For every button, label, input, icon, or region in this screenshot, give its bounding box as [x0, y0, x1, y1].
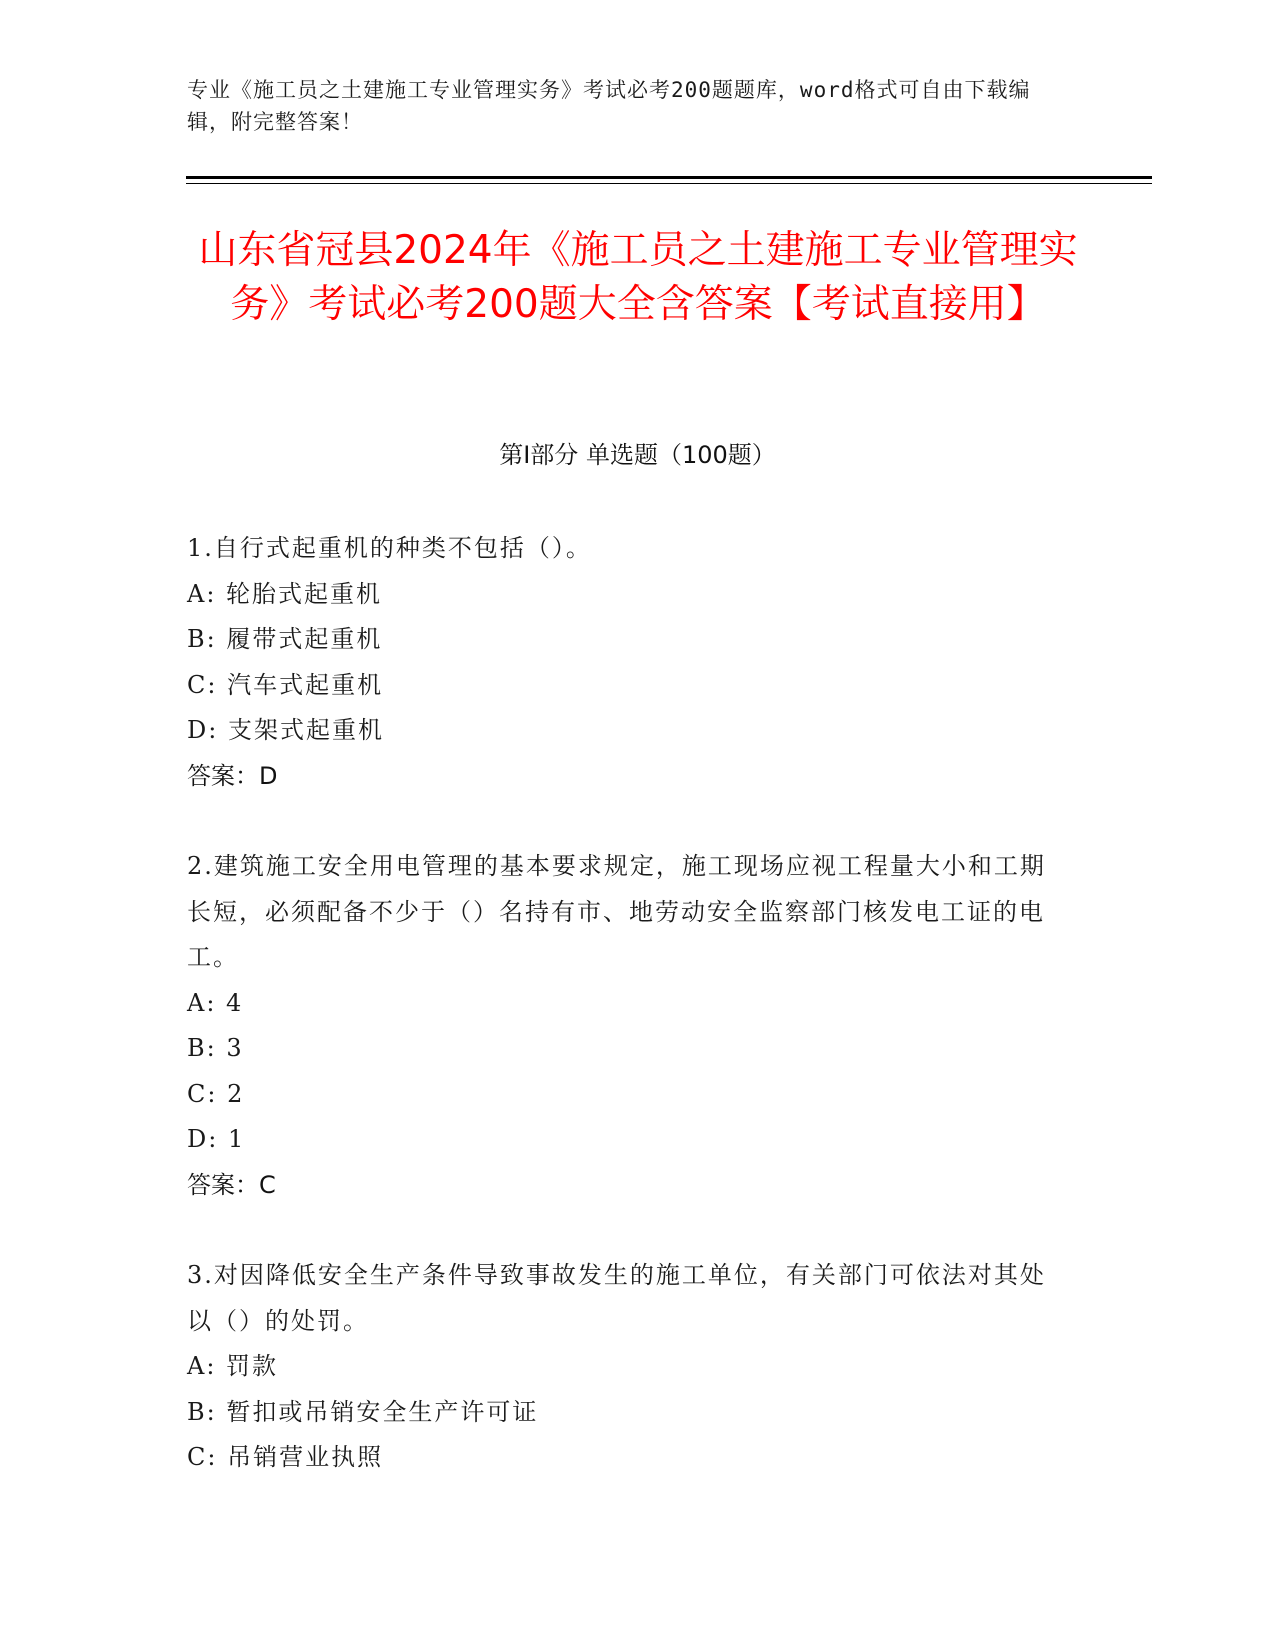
option-a: A: 轮胎式起重机 — [187, 579, 383, 608]
option-d: D: 支架式起重机 — [187, 716, 384, 744]
option-c: C: 汽车式起重机 — [187, 670, 384, 699]
question-stem: 1.自行式起重机的种类不包括（）。 — [187, 534, 592, 562]
option-c: C: 2 — [187, 1079, 245, 1108]
option-d: D: 1 — [187, 1125, 246, 1153]
option-b: B: 3 — [187, 1034, 244, 1062]
question-3 — [187, 1253, 1067, 1481]
question-2 — [187, 844, 1067, 1208]
question-stem: 2.建筑施工安全用电管理的基本要求规定，施工现场应视工程量大小和工期长短，必须配备不少于（）名持有市、地劳动安全监察部门核发电工证的电工。 — [187, 852, 1046, 971]
option-c: C: 吊销营业执照 — [187, 1443, 384, 1471]
option-b: B: 暂扣或吊销安全生产许可证 — [187, 1397, 539, 1426]
answer: 答案：D — [187, 761, 278, 790]
option-a: A: 4 — [187, 988, 244, 1017]
document-title: 山东省冠县2024年《施工员之土建施工专业管理实务》考试必考200题大全含答案【考试直接用】 — [198, 228, 1078, 327]
header-divider-thin — [186, 183, 1152, 184]
question-stem: 3.对因降低安全生产条件导致事故发生的施工单位，有关部门可依法对其处以（）的处罚。 — [187, 1261, 1046, 1335]
header-note: 专业《施工员之土建施工专业管理实务》考试必考200题题库，word格式可自由下载编辑，附完整答案！ — [187, 78, 1031, 134]
option-b: B: 履带式起重机 — [187, 625, 383, 653]
question-1 — [187, 526, 1067, 799]
question-list — [187, 526, 1067, 1526]
option-a: A: 罚款 — [187, 1352, 279, 1380]
header-divider-thick — [186, 176, 1152, 179]
answer: 答案：C — [187, 1170, 276, 1199]
section-title: 第I部分 单选题（100题） — [499, 441, 776, 469]
